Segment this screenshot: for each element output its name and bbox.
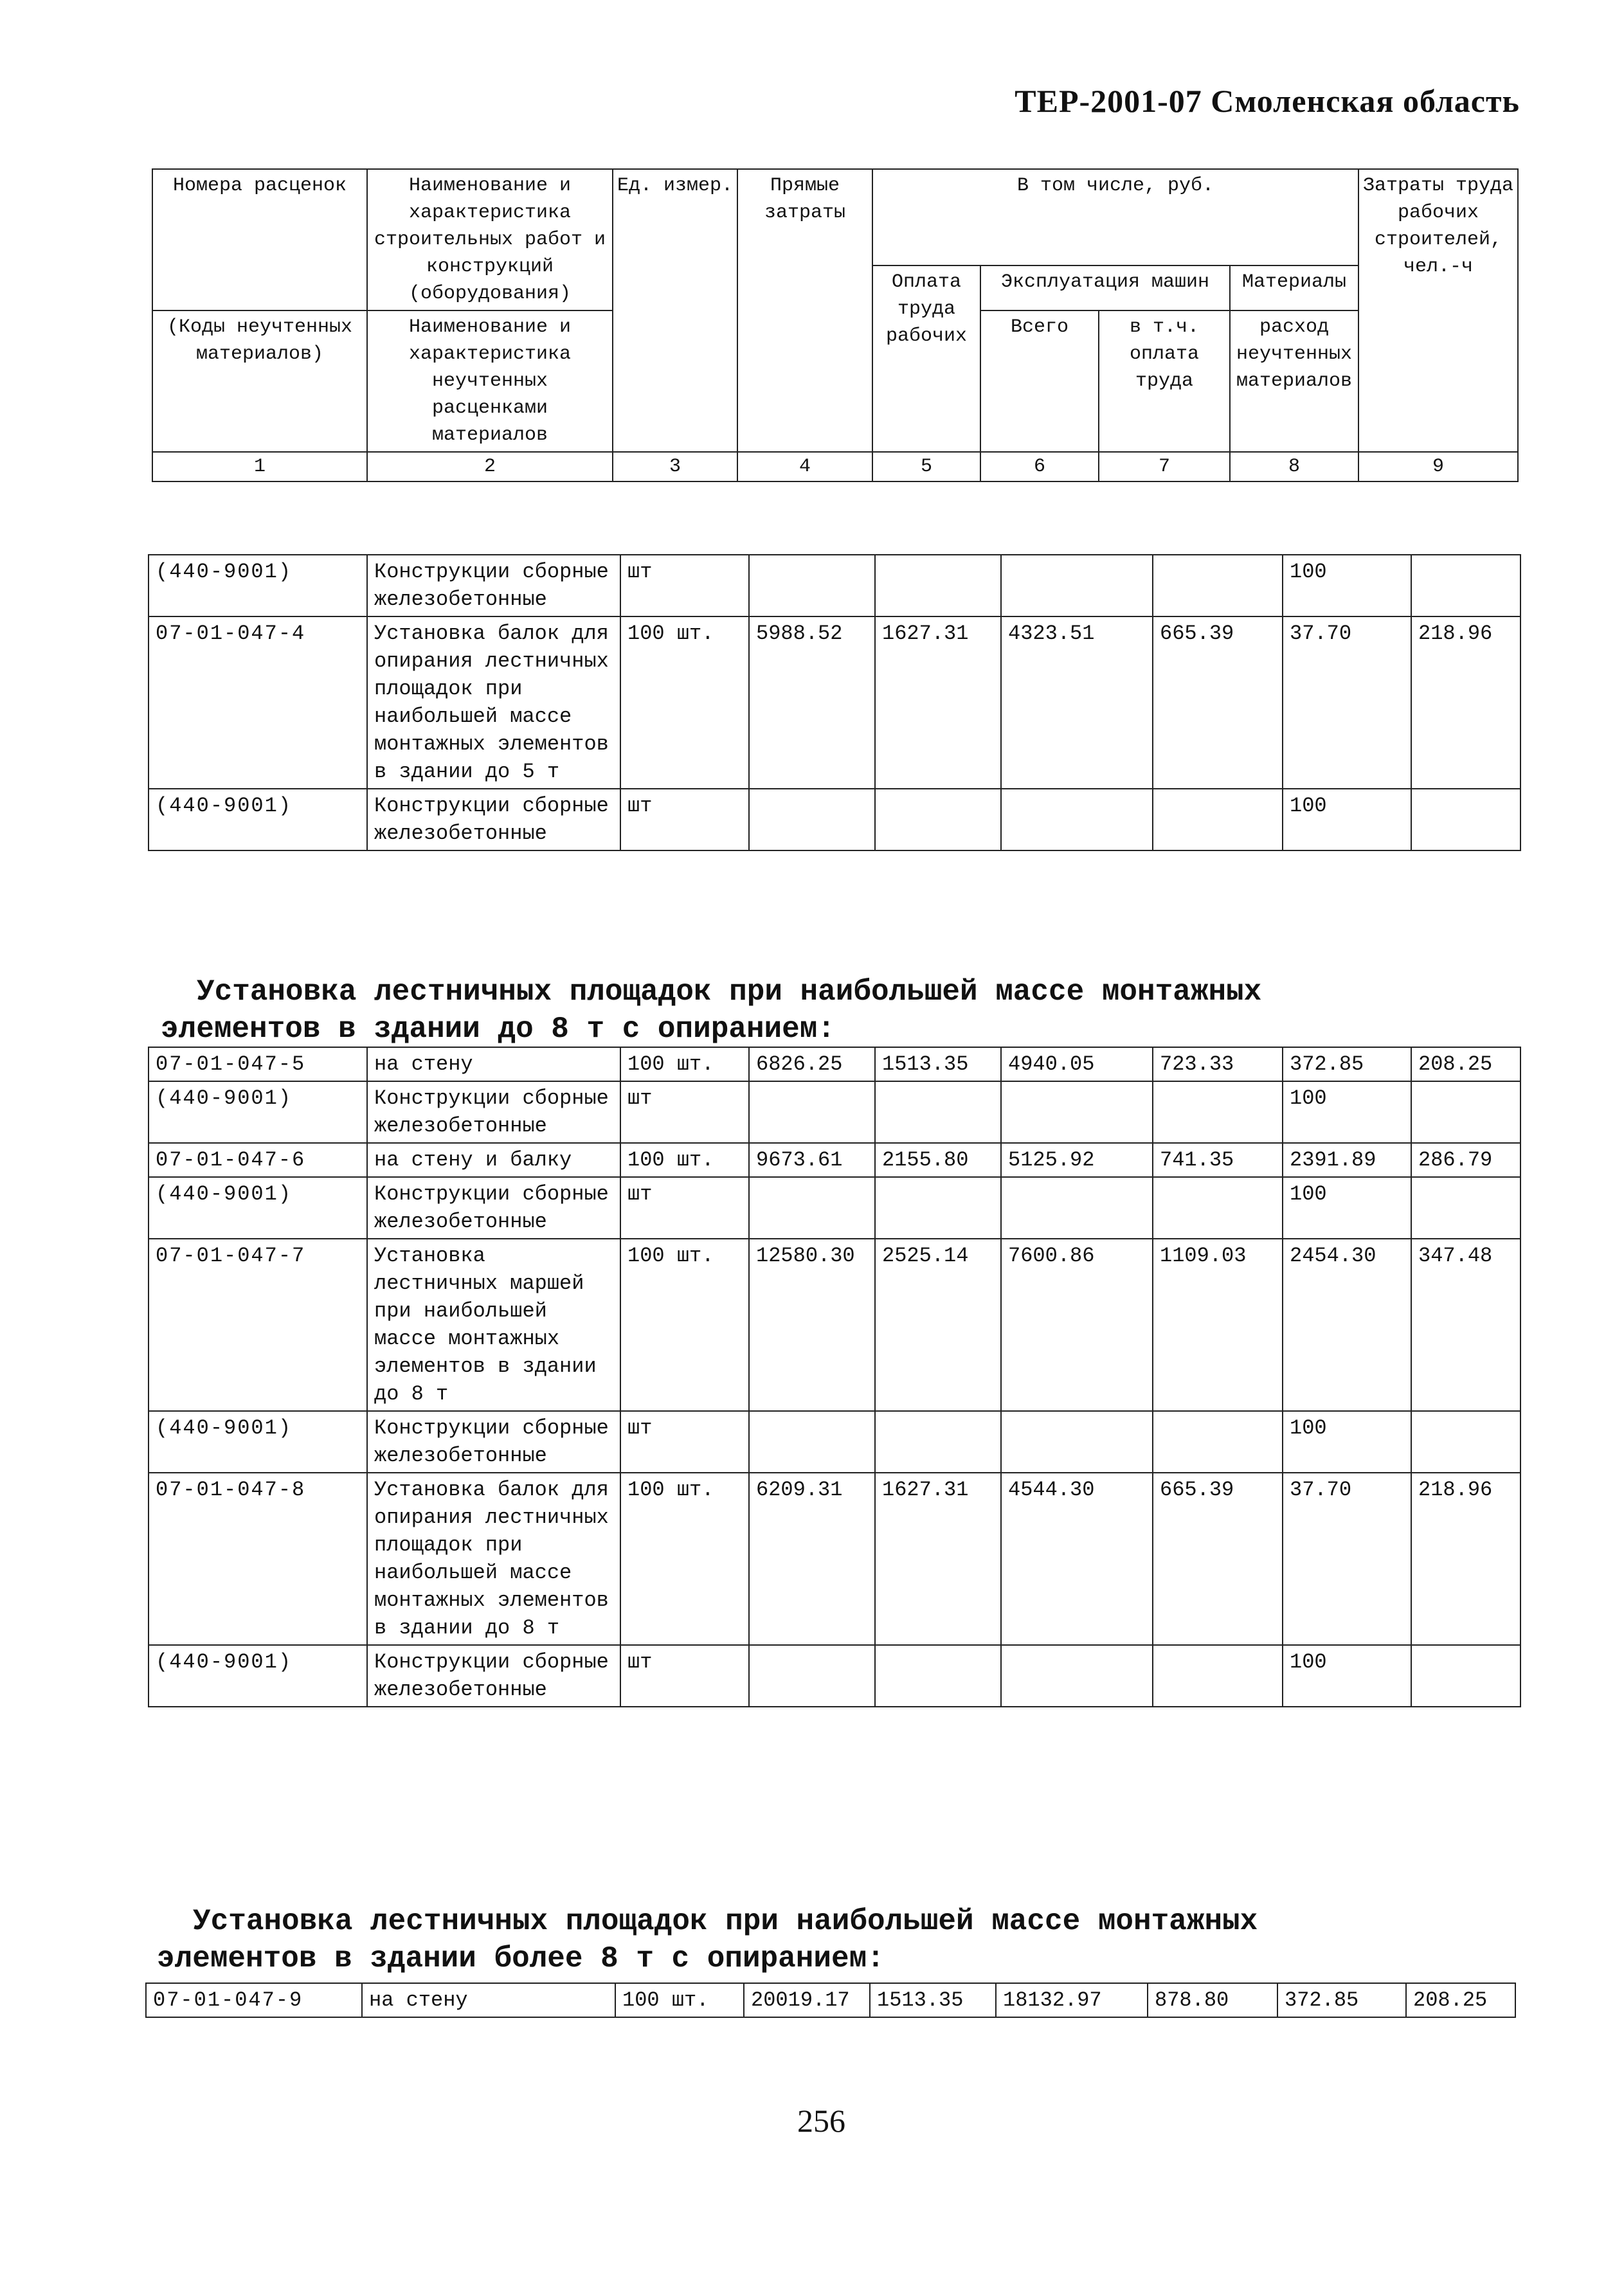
table-row	[149, 1473, 1520, 1645]
column-number: 6	[980, 452, 1099, 481]
materials-cell: 372.85	[1277, 1983, 1406, 2017]
table-row	[149, 789, 1520, 850]
section-title-over-8t	[157, 1903, 1479, 1977]
column-number: 8	[1230, 452, 1358, 481]
section-title-up-to-8t	[161, 973, 1483, 1048]
header-wages: Оплата труда рабочих	[872, 265, 980, 452]
machine-total-cell: 18132.97	[996, 1983, 1148, 2017]
machine-total-cell	[1001, 1645, 1153, 1707]
machine-total-cell	[1001, 1411, 1153, 1473]
materials-cell: 2454.30	[1283, 1239, 1411, 1411]
materials-cell: 100	[1283, 1081, 1411, 1143]
machine-wages-cell: 665.39	[1153, 1473, 1283, 1645]
table-row	[149, 555, 1520, 616]
labor-hours-cell: 347.48	[1411, 1239, 1520, 1411]
unit-cell: шт	[620, 789, 749, 850]
work-name-cell: Установка балок для опирания лестничных площадок при наибольшей массе монтажных элементов в здании до 8 т	[367, 1473, 620, 1645]
section-title-line: Установка лестничных площадок при наибольшей массе монтажных	[197, 975, 1262, 1009]
machine-total-cell: 7600.86	[1001, 1239, 1153, 1411]
rates-table-1	[148, 554, 1521, 851]
table-row	[149, 1177, 1520, 1239]
header-work-name: Наименование и характеристика строительных работ и конструкций (оборудования)	[367, 169, 613, 310]
wages-cell	[875, 1411, 1001, 1473]
column-number: 1	[152, 452, 367, 481]
table-row	[149, 1081, 1520, 1143]
column-number: 4	[737, 452, 872, 481]
rate-code-cell: 07-01-047-6	[149, 1143, 367, 1177]
header-direct-costs: Прямые затраты	[737, 169, 872, 452]
rate-code-cell: (440-9001)	[149, 1081, 367, 1143]
machine-wages-cell: 665.39	[1153, 616, 1283, 789]
unit-cell: 100 шт.	[620, 1143, 749, 1177]
wages-cell: 1513.35	[870, 1983, 996, 2017]
rates-table-2	[148, 1047, 1521, 1707]
unit-cell: шт	[620, 1081, 749, 1143]
materials-cell: 100	[1283, 1177, 1411, 1239]
machine-wages-cell	[1153, 789, 1283, 850]
header-machine-total: Всего	[980, 310, 1099, 452]
machine-wages-cell	[1153, 1411, 1283, 1473]
machine-total-cell	[1001, 555, 1153, 616]
machine-wages-cell	[1153, 555, 1283, 616]
rate-code-cell: (440-9001)	[149, 1177, 367, 1239]
wages-cell	[875, 555, 1001, 616]
rate-code-cell: (440-9001)	[149, 789, 367, 850]
header-unit: Ед. измер.	[613, 169, 737, 452]
direct-costs-cell: 5988.52	[749, 616, 875, 789]
labor-hours-cell: 208.25	[1411, 1047, 1520, 1081]
wages-cell: 1627.31	[875, 1473, 1001, 1645]
header-materials: Материалы	[1230, 265, 1358, 310]
direct-costs-cell	[749, 1411, 875, 1473]
table-row	[149, 1645, 1520, 1707]
work-name-cell: на стену и балку	[367, 1143, 620, 1177]
work-name-cell: Конструкции сборные железобетонные	[367, 555, 620, 616]
machine-total-cell	[1001, 1081, 1153, 1143]
labor-hours-cell	[1411, 1411, 1520, 1473]
column-number-row	[152, 452, 1518, 481]
wages-cell: 2525.14	[875, 1239, 1001, 1411]
header-machine-wages: в т.ч. оплата труда	[1099, 310, 1230, 452]
machine-total-cell	[1001, 789, 1153, 850]
labor-hours-cell	[1411, 1177, 1520, 1239]
unit-cell: 100 шт.	[620, 1047, 749, 1081]
table-row	[149, 616, 1520, 789]
materials-cell: 37.70	[1283, 1473, 1411, 1645]
unit-cell: 100 шт.	[620, 616, 749, 789]
table-row	[149, 1239, 1520, 1411]
work-name-cell: Конструкции сборные железобетонные	[367, 789, 620, 850]
materials-cell: 100	[1283, 1645, 1411, 1707]
direct-costs-cell: 12580.30	[749, 1239, 875, 1411]
machine-total-cell: 4940.05	[1001, 1047, 1153, 1081]
section-title-line: элементов в здании до 8 т с опиранием:	[161, 1012, 835, 1046]
section-title-line: элементов в здании более 8 т с опиранием:	[157, 1942, 885, 1975]
column-number: 9	[1358, 452, 1518, 481]
unit-cell: 100 шт.	[620, 1239, 749, 1411]
rates-table-3	[145, 1983, 1516, 2018]
machine-wages-cell: 878.80	[1148, 1983, 1277, 2017]
unit-cell: шт	[620, 1645, 749, 1707]
table-row	[149, 1411, 1520, 1473]
header-labor-hours: Затраты труда рабочих строителей, чел.-ч	[1358, 169, 1518, 452]
table-row	[149, 1143, 1520, 1177]
direct-costs-cell: 6209.31	[749, 1473, 875, 1645]
work-name-cell: Конструкции сборные железобетонные	[367, 1177, 620, 1239]
direct-costs-cell: 9673.61	[749, 1143, 875, 1177]
rate-code-cell: 07-01-047-5	[149, 1047, 367, 1081]
direct-costs-cell: 20019.17	[744, 1983, 870, 2017]
wages-cell	[875, 789, 1001, 850]
rate-code-cell: (440-9001)	[149, 555, 367, 616]
direct-costs-cell: 6826.25	[749, 1047, 875, 1081]
work-name-cell: на стену	[362, 1983, 615, 2017]
wages-cell: 1513.35	[875, 1047, 1001, 1081]
direct-costs-cell	[749, 789, 875, 850]
machine-wages-cell: 723.33	[1153, 1047, 1283, 1081]
machine-total-cell	[1001, 1177, 1153, 1239]
rate-code-cell: 07-01-047-7	[149, 1239, 367, 1411]
unit-cell: шт	[620, 1177, 749, 1239]
wages-cell: 1627.31	[875, 616, 1001, 789]
table-row	[146, 1983, 1515, 2017]
labor-hours-cell	[1411, 555, 1520, 616]
unit-cell: 100 шт.	[615, 1983, 744, 2017]
rate-code-cell: 07-01-047-9	[146, 1983, 362, 2017]
labor-hours-cell: 286.79	[1411, 1143, 1520, 1177]
machine-wages-cell: 1109.03	[1153, 1239, 1283, 1411]
work-name-cell: Установка лестничных маршей при наибольшей массе монтажных элементов в здании до 8 т	[367, 1239, 620, 1411]
work-name-cell: Конструкции сборные железобетонные	[367, 1411, 620, 1473]
wages-cell	[875, 1645, 1001, 1707]
materials-cell: 2391.89	[1283, 1143, 1411, 1177]
header-material-codes: (Коды неучтенных материалов)	[152, 310, 367, 452]
work-name-cell: Конструкции сборные железобетонные	[367, 1081, 620, 1143]
labor-hours-cell: 218.96	[1411, 616, 1520, 789]
column-number: 5	[872, 452, 980, 481]
direct-costs-cell	[749, 1645, 875, 1707]
wages-cell: 2155.80	[875, 1143, 1001, 1177]
work-name-cell: на стену	[367, 1047, 620, 1081]
labor-hours-cell	[1411, 1645, 1520, 1707]
unit-cell: шт	[620, 1411, 749, 1473]
section-title-line: Установка лестничных площадок при наибольшей массе монтажных	[193, 1905, 1258, 1938]
rate-code-cell: 07-01-047-4	[149, 616, 367, 789]
wages-cell	[875, 1081, 1001, 1143]
header-including: В том числе, руб.	[872, 169, 1358, 265]
page-number: 256	[797, 2103, 845, 2139]
direct-costs-cell	[749, 1081, 875, 1143]
header-material-consumption: расход неучтенных материалов	[1230, 310, 1358, 452]
materials-cell: 100	[1283, 555, 1411, 616]
machine-wages-cell: 741.35	[1153, 1143, 1283, 1177]
direct-costs-cell	[749, 555, 875, 616]
rate-code-cell: (440-9001)	[149, 1411, 367, 1473]
unit-cell: 100 шт.	[620, 1473, 749, 1645]
unit-cell: шт	[620, 555, 749, 616]
materials-cell: 37.70	[1283, 616, 1411, 789]
column-number: 7	[1099, 452, 1230, 481]
machine-wages-cell	[1153, 1177, 1283, 1239]
machine-wages-cell	[1153, 1081, 1283, 1143]
materials-cell: 100	[1283, 789, 1411, 850]
work-name-cell: Конструкции сборные железобетонные	[367, 1645, 620, 1707]
header-rate-numbers: Номера расценок	[152, 169, 367, 310]
machine-wages-cell	[1153, 1645, 1283, 1707]
machine-total-cell: 4323.51	[1001, 616, 1153, 789]
materials-cell: 372.85	[1283, 1047, 1411, 1081]
rate-code-cell: (440-9001)	[149, 1645, 367, 1707]
rate-code-cell: 07-01-047-8	[149, 1473, 367, 1645]
header-material-names: Наименование и характеристика неучтенных расценками материалов	[367, 310, 613, 452]
labor-hours-cell	[1411, 789, 1520, 850]
column-header-table	[152, 168, 1519, 482]
wages-cell	[875, 1177, 1001, 1239]
header-machine-operation: Эксплуатация машин	[980, 265, 1230, 310]
column-number: 3	[613, 452, 737, 481]
labor-hours-cell: 208.25	[1406, 1983, 1515, 2017]
column-number: 2	[367, 452, 613, 481]
machine-total-cell: 5125.92	[1001, 1143, 1153, 1177]
work-name-cell: Установка балок для опирания лестничных площадок при наибольшей массе монтажных элементов в здании до 5 т	[367, 616, 620, 789]
materials-cell: 100	[1283, 1411, 1411, 1473]
page-header: ТЕР-2001-07 Смоленская область	[1015, 83, 1520, 119]
labor-hours-cell: 218.96	[1411, 1473, 1520, 1645]
machine-total-cell: 4544.30	[1001, 1473, 1153, 1645]
direct-costs-cell	[749, 1177, 875, 1239]
labor-hours-cell	[1411, 1081, 1520, 1143]
table-row	[149, 1047, 1520, 1081]
